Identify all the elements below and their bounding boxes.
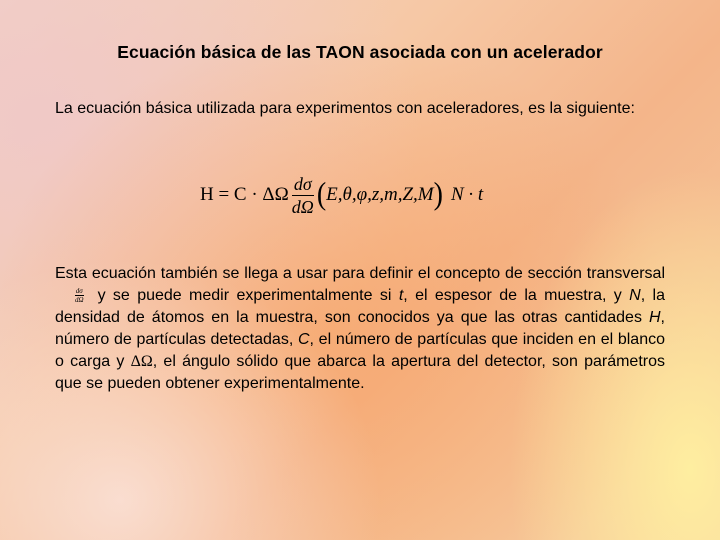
close-paren: )	[433, 176, 443, 213]
intro-text: La ecuación básica utilizada para experimentos con aceleradores, es la siguiente:	[55, 100, 635, 117]
inline-fraction	[75, 287, 84, 304]
variable-t: t	[398, 287, 404, 304]
variable-C: C	[297, 331, 310, 348]
variable-N: N	[629, 287, 641, 304]
slide-title: Ecuación básica de las TAON asociada con un acelerador	[117, 42, 603, 62]
fraction-bar	[292, 195, 314, 196]
open-paren: (	[316, 176, 327, 213]
paragraph-part2: y se puede medir experimentalmente si	[97, 287, 399, 304]
equation-rhs: N · t	[450, 184, 484, 205]
equation-frac-denominator: dΩ	[291, 196, 314, 217]
paragraph-part4: , la densidad de átomos en la muestra, son conocidos ya que las otras cantidades	[55, 287, 666, 326]
paragraph-part5: , número de partículas detectadas,	[55, 309, 665, 348]
paragraph-part1: Esta ecuación también se llega a usar para definir el concepto de sección transversal	[55, 265, 665, 282]
paragraph-part6: , el número de partículas que inciden en el blanco o carga y	[55, 331, 665, 370]
paragraph-part7: , el ángulo sólido que abarca la apertura del detector, son parámetros que se pueden obtener experimentalmente.	[55, 353, 665, 392]
paragraph-part3: , el espesor de la muestra, y	[403, 287, 630, 304]
body-paragraph	[55, 263, 665, 395]
equation-fraction	[292, 174, 314, 217]
variable-H: H	[648, 309, 661, 326]
equation	[200, 170, 483, 220]
inline-frac-denominator: dΩ	[75, 296, 84, 305]
equation-lhs: H = C · ΔΩ	[200, 184, 289, 205]
equation-args: E,θ,φ,z,m,Z,M	[326, 184, 434, 205]
inline-frac-numerator: dσ	[75, 287, 83, 296]
equation-frac-numerator: dσ	[293, 173, 312, 194]
delta-omega-symbol: ΔΩ	[130, 353, 153, 370]
